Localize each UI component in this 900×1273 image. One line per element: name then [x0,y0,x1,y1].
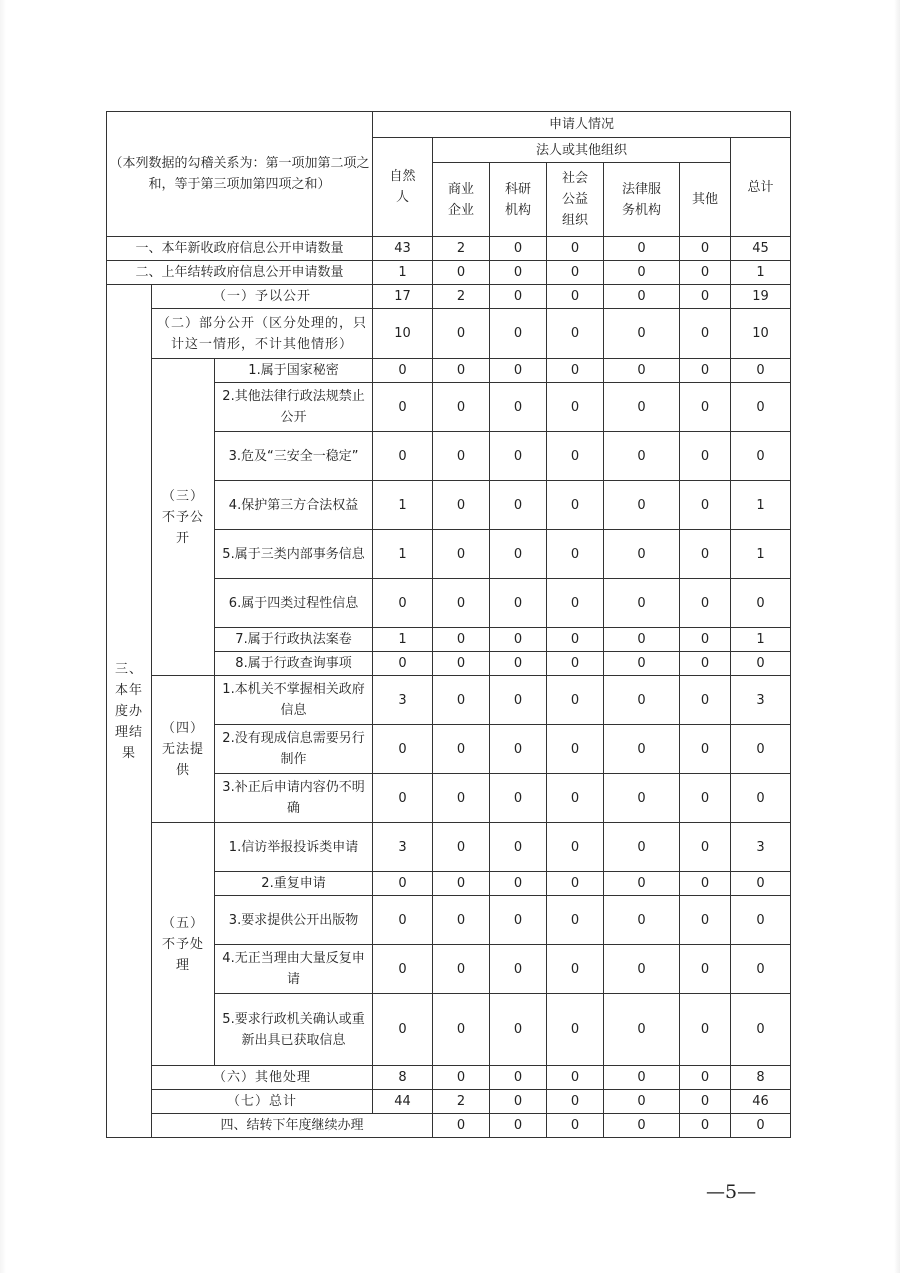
cell-value: 0 [547,628,604,652]
cell-value: 0 [731,994,791,1066]
cell-value: 0 [680,774,731,823]
cell-value: 1 [373,481,433,530]
group-5-label: （五） 不予处 理 [152,823,215,1066]
cell-value: 0 [680,652,731,676]
cell-value: 0 [604,530,680,579]
cell-value: 1 [731,481,791,530]
group-3-label: （三） 不予公 开 [152,359,215,676]
row-label: 3.危及“三安全一稳定” [215,432,373,481]
cell-value: 0 [604,1066,680,1090]
cell-value: 0 [547,237,604,261]
row-label: 6.属于四类过程性信息 [215,579,373,628]
cell-value: 0 [433,1114,490,1138]
cell-value: 0 [547,652,604,676]
cell-value: 1 [373,628,433,652]
cell-value: 0 [680,676,731,725]
disclosure-statistics-table [106,111,791,1138]
row-label: 5.要求行政机关确认或重新出具已获取信息 [215,994,373,1066]
cell-value: 0 [547,994,604,1066]
cell-value: 0 [604,725,680,774]
row-label: 2.没有现成信息需要另行制作 [215,725,373,774]
cell-value: 0 [433,628,490,652]
cell-value: 10 [731,309,791,359]
cell-value: 0 [680,1114,731,1138]
row-label: （一）予以公开 [152,285,373,309]
cell-value: 1 [731,628,791,652]
table-row [107,359,791,383]
row-label: （六）其他处理 [152,1066,373,1090]
cell-value: 0 [433,383,490,432]
cell-value: 0 [490,261,547,285]
cell-value: 0 [680,872,731,896]
table-row [107,285,791,309]
cell-value: 0 [490,1066,547,1090]
cell-value: 0 [680,530,731,579]
cell-value: 0 [604,359,680,383]
cell-value: 0 [604,872,680,896]
cell-value: 0 [680,432,731,481]
cell-value: 45 [731,237,791,261]
cell-value: 0 [604,823,680,872]
cell-value: 0 [680,237,731,261]
cell-value: 0 [433,1066,490,1090]
table-row [107,1090,791,1114]
cell-value: 0 [680,945,731,994]
cell-value: 0 [490,725,547,774]
cell-value: 0 [604,261,680,285]
cell-value: 0 [547,579,604,628]
cell-value: 0 [490,823,547,872]
cell-value: 0 [680,309,731,359]
cell-value: 0 [547,872,604,896]
cell-value: 17 [373,285,433,309]
cell-value: 0 [731,652,791,676]
row-label: 2.其他法律行政法规禁止公开 [215,383,373,432]
cell-value: 1 [731,261,791,285]
cell-value: 0 [547,896,604,945]
cell-value: 0 [680,725,731,774]
cell-value: 0 [433,676,490,725]
cell-value: 0 [433,530,490,579]
cell-value: 0 [680,896,731,945]
cell-value: 0 [547,481,604,530]
cell-value: 0 [490,628,547,652]
cell-value: 0 [604,579,680,628]
cell-value: 0 [731,774,791,823]
cell-value: 0 [680,359,731,383]
cell-value: 0 [373,383,433,432]
cell-value: 0 [547,676,604,725]
group-4-label: （四） 无法提 供 [152,676,215,823]
cell-value: 0 [490,676,547,725]
cell-value: 2 [433,285,490,309]
cell-value: 0 [547,945,604,994]
cell-value: 0 [604,994,680,1066]
cell-value: 0 [547,725,604,774]
row-label: 1.属于国家秘密 [215,359,373,383]
cell-value: 0 [547,1090,604,1114]
cell-value: 0 [490,579,547,628]
table-row [107,309,791,359]
cell-value: 0 [433,309,490,359]
col-natural-person: 自然 人 [373,138,433,237]
row-label: 一、本年新收政府信息公开申请数量 [107,237,373,261]
cell-value: 0 [680,579,731,628]
cell-value: 0 [731,725,791,774]
cell-value: 0 [547,1114,604,1138]
cell-value: 0 [433,725,490,774]
col-legal-services: 法律服 务机构 [604,163,680,237]
row-label: （二）部分公开（区分处理的，只计这一情形，不计其他情形） [152,309,373,359]
cell-value: 0 [680,1066,731,1090]
page-number: —5— [706,1181,757,1203]
cell-value: 0 [731,579,791,628]
table-row [107,237,791,261]
cell-value: 0 [490,774,547,823]
cell-value: 0 [433,994,490,1066]
cell-value: 0 [680,994,731,1066]
cell-value: 19 [731,285,791,309]
row-label: 8.属于行政查询事项 [215,652,373,676]
cell-value: 0 [490,359,547,383]
cell-value: 0 [731,896,791,945]
col-research: 科研 机构 [490,163,547,237]
cell-value: 2 [433,1090,490,1114]
cell-value: 3 [373,823,433,872]
cell-value: 3 [731,676,791,725]
cell-value: 0 [373,725,433,774]
cell-value: 0 [490,432,547,481]
cell-value: 1 [731,530,791,579]
cell-value: 1 [373,530,433,579]
cell-value: 0 [490,652,547,676]
cell-value: 0 [680,383,731,432]
cell-value: 0 [547,530,604,579]
cell-value: 0 [433,579,490,628]
cell-value: 0 [547,432,604,481]
cell-value: 0 [547,383,604,432]
cell-value: 0 [433,481,490,530]
cell-value: 0 [680,1090,731,1114]
row-label: 5.属于三类内部事务信息 [215,530,373,579]
cell-value: 0 [604,945,680,994]
cell-value: 0 [604,481,680,530]
cell-value: 0 [604,285,680,309]
cell-value: 0 [490,994,547,1066]
table-row [107,1114,791,1138]
section-3-label: 三、 本年 度办 理结 果 [107,285,152,1138]
cell-value: 0 [547,823,604,872]
cell-value: 0 [490,309,547,359]
cell-value: 0 [373,774,433,823]
row-label: （七）总计 [152,1090,373,1114]
cell-value: 0 [680,285,731,309]
cell-value: 0 [604,432,680,481]
col-total: 总计 [731,138,791,237]
cell-value: 0 [490,237,547,261]
cell-value: 10 [373,309,433,359]
cell-value: 0 [731,945,791,994]
table-row [107,823,791,872]
row-label: 7.属于行政执法案卷 [215,628,373,652]
cell-value: 0 [547,1066,604,1090]
cell-value: 0 [604,383,680,432]
cell-value: 0 [373,945,433,994]
table-row [107,261,791,285]
cell-value: 0 [680,481,731,530]
cell-value: 0 [680,628,731,652]
cell-value: 0 [604,774,680,823]
cell-value: 0 [433,652,490,676]
cell-value: 0 [433,359,490,383]
cell-value: 0 [680,823,731,872]
row-label: 2.重复申请 [215,872,373,896]
cell-value: 3 [373,676,433,725]
cell-value: 0 [433,774,490,823]
col-business: 商业 企业 [433,163,490,237]
cell-value: 0 [373,432,433,481]
cell-value: 0 [373,896,433,945]
cell-value: 0 [547,261,604,285]
cell-value: 0 [433,896,490,945]
cell-value: 0 [490,530,547,579]
cell-value: 0 [373,652,433,676]
cell-value: 0 [490,896,547,945]
cell-value: 0 [547,359,604,383]
cell-value: 0 [433,945,490,994]
cell-value: 0 [731,359,791,383]
cell-value: 46 [731,1090,791,1114]
cell-value: 8 [373,1066,433,1090]
table-note: （本列数据的勾稽关系为：第一项加第二项之和，等于第三项加第四项之和） [107,112,373,237]
cell-value: 0 [604,1114,680,1138]
cell-value: 0 [490,1090,547,1114]
cell-value: 0 [373,994,433,1066]
cell-value: 0 [731,872,791,896]
table-row [107,676,791,725]
cell-value: 0 [490,945,547,994]
cell-value: 43 [373,237,433,261]
cell-value: 0 [604,1090,680,1114]
cell-value: 0 [731,432,791,481]
cell-value: 0 [490,872,547,896]
row-label: 四、结转下年度继续办理 [152,1114,433,1138]
cell-value: 0 [731,1114,791,1138]
cell-value: 0 [604,628,680,652]
cell-value: 0 [604,309,680,359]
cell-value: 0 [604,896,680,945]
applicant-header: 申请人情况 [373,112,791,138]
cell-value: 0 [604,676,680,725]
row-label: 3.补正后申请内容仍不明确 [215,774,373,823]
cell-value: 0 [373,872,433,896]
cell-value: 0 [680,261,731,285]
cell-value: 0 [490,1114,547,1138]
cell-value: 0 [433,823,490,872]
cell-value: 0 [604,237,680,261]
cell-value: 0 [373,359,433,383]
cell-value: 0 [490,481,547,530]
cell-value: 44 [373,1090,433,1114]
cell-value: 0 [731,383,791,432]
row-label: 4.无正当理由大量反复申请 [215,945,373,994]
cell-value: 0 [490,383,547,432]
row-label: 1.本机关不掌握相关政府信息 [215,676,373,725]
cell-value: 0 [373,579,433,628]
cell-value: 0 [547,309,604,359]
row-label: 3.要求提供公开出版物 [215,896,373,945]
col-social: 社会 公益 组织 [547,163,604,237]
cell-value: 0 [604,652,680,676]
cell-value: 0 [547,774,604,823]
cell-value: 0 [433,261,490,285]
legal-entity-header: 法人或其他组织 [433,138,731,163]
cell-value: 8 [731,1066,791,1090]
row-label: 4.保护第三方合法权益 [215,481,373,530]
row-label: 二、上年结转政府信息公开申请数量 [107,261,373,285]
cell-value: 0 [490,285,547,309]
cell-value: 3 [731,823,791,872]
cell-value: 0 [433,872,490,896]
cell-value: 1 [373,261,433,285]
cell-value: 0 [547,285,604,309]
col-other: 其他 [680,163,731,237]
cell-value: 2 [433,237,490,261]
table-row [107,1066,791,1090]
cell-value: 0 [433,432,490,481]
row-label: 1.信访举报投诉类申请 [215,823,373,872]
